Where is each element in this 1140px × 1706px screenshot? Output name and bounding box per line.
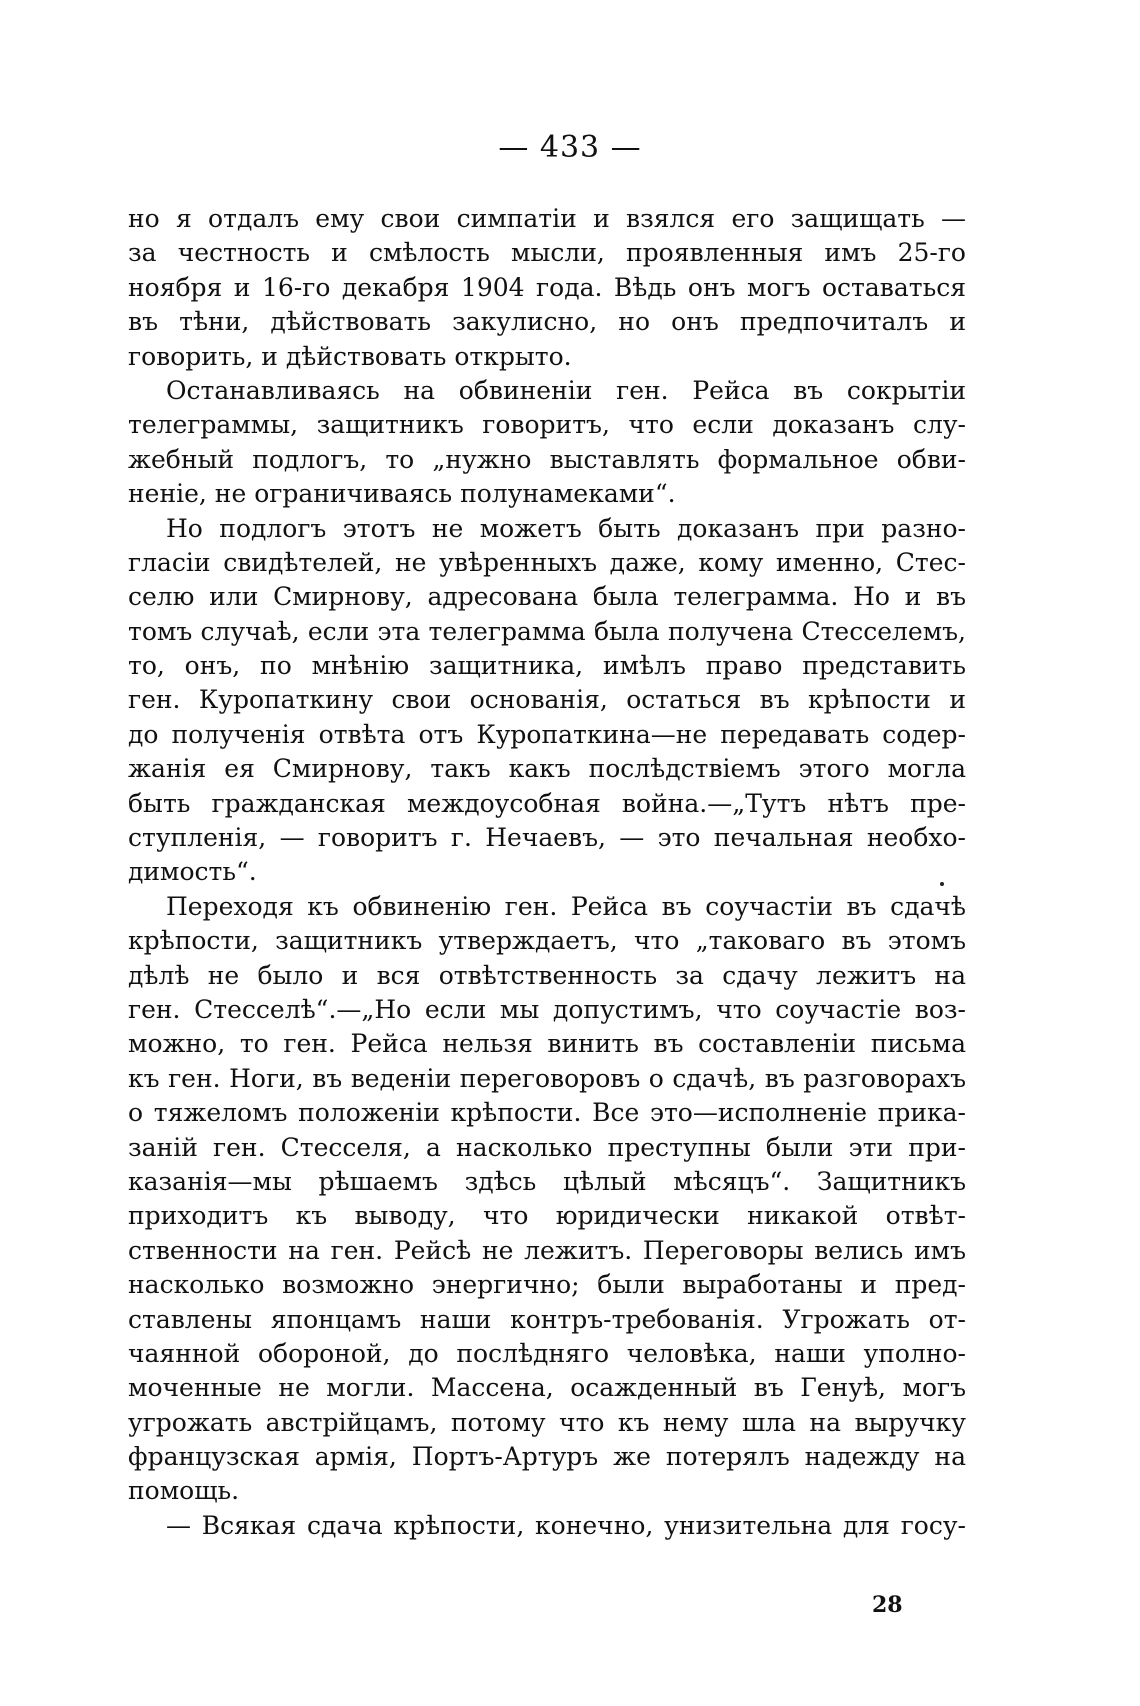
text-line: въ тѣни, дѣйствовать закулисно, но онъ предпочиталъ и (128, 307, 966, 337)
text-line: димость“. (128, 857, 257, 887)
text-line: ноября и 16-го декабря 1904 года. Вѣдь онъ могъ оставаться (128, 272, 966, 302)
text-line: ген. Куропаткину свои основанія, остаться въ крѣпости и (128, 685, 966, 715)
text-line: быть гражданская междоусобная война.—„Тутъ нѣтъ пре- (128, 788, 966, 818)
text-line: неніе, не ограничиваясь полунамеками“. (128, 479, 676, 509)
text-line: говорить, и дѣйствовать открыто. (128, 341, 572, 371)
text-line: къ ген. Ноги, въ веденіи переговоровъ о сдачѣ, въ разговорахъ (128, 1063, 966, 1093)
body-text (128, 202, 966, 1543)
text-line: но я отдалъ ему свои симпатіи и взялся его защищать — (128, 204, 966, 233)
text-line: Но подлогъ этотъ не можетъ быть доказанъ при разно- (166, 513, 966, 543)
text-line: угрожать австрійцамъ, потому что къ нему шла на выручку (128, 1407, 966, 1437)
text-line: приходитъ къ выводу, что юридически никакой отвѣт- (128, 1201, 966, 1231)
text-line: Останавливаясь на обвиненіи ген. Рейса въ сокрытіи (166, 375, 966, 405)
text-line: дѣлѣ не было и вся отвѣтственность за сдачу лежитъ на (128, 960, 966, 990)
print-speck (940, 882, 944, 886)
text-line: — Всякая сдача крѣпости, конечно, унизительна для госу- (166, 1510, 966, 1540)
text-line: казанія—мы рѣшаемъ здѣсь цѣлый мѣсяцъ“. Защитникъ (128, 1166, 966, 1196)
text-line: Переходя къ обвиненію ген. Рейса въ соучастіи въ сдачѣ (166, 891, 966, 921)
text-line: ставлены японцамъ наши контръ-требованія. Угрожать от- (128, 1304, 966, 1334)
text-line: ступленія, — говоритъ г. Нечаевъ, — это печальная необхо- (128, 823, 966, 853)
text-line: крѣпости, защитникъ утверждаетъ, что „таковаго въ этомъ (128, 926, 966, 956)
text-line: можно, то ген. Рейса нельзя винить въ составленіи письма (128, 1029, 966, 1059)
text-line: за честность и смѣлость мысли, проявленныя имъ 25-го (128, 238, 966, 268)
text-line: жебный подлогъ, то „нужно выставлять формальное обви- (128, 444, 966, 474)
signature-mark: 28 (872, 1592, 903, 1618)
text-line: о тяжеломъ положеніи крѣпости. Все это—исполненіе прика- (128, 1098, 966, 1128)
text-line: французская армія, Портъ-Артуръ же потерялъ надежду на (128, 1442, 966, 1472)
text-line: томъ случаѣ, если эта телеграмма была получена Стесселемъ, (128, 616, 966, 646)
text-line: до полученія отвѣта отъ Куропаткина—не передавать содер- (128, 719, 966, 749)
text-line: гласіи свидѣтелей, не увѣренныхъ даже, кому именно, Стес- (128, 547, 966, 577)
text-line: заній ген. Стесселя, а насколько преступны были эти при- (128, 1132, 966, 1162)
text-line: моченные не могли. Массена, осажденный въ Генуѣ, могъ (128, 1373, 966, 1403)
text-line: ген. Стесселѣ“.—„Но если мы допустимъ, что соучастіе воз- (128, 994, 966, 1024)
text-line: селю или Смирнову, адресована была телеграмма. Но и въ (128, 582, 966, 612)
text-line: телеграммы, защитникъ говоритъ, что если доказанъ слу- (128, 410, 966, 440)
text-line: то, онъ, по мнѣнію защитника, имѣлъ право представить (128, 651, 966, 681)
text-line: жанія ея Смирнову, такъ какъ послѣдствіемъ этого могла (128, 754, 966, 784)
text-line: чаянной обороной, до послѣдняго человѣка, наши уполно- (128, 1338, 966, 1368)
text-line: ственности на ген. Рейсѣ не лежитъ. Переговоры велись имъ (128, 1235, 966, 1265)
text-line: помощь. (128, 1476, 240, 1506)
text-line: насколько возможно энергично; были выработаны и пред- (128, 1270, 966, 1300)
page-number: — 433 — (498, 130, 642, 165)
